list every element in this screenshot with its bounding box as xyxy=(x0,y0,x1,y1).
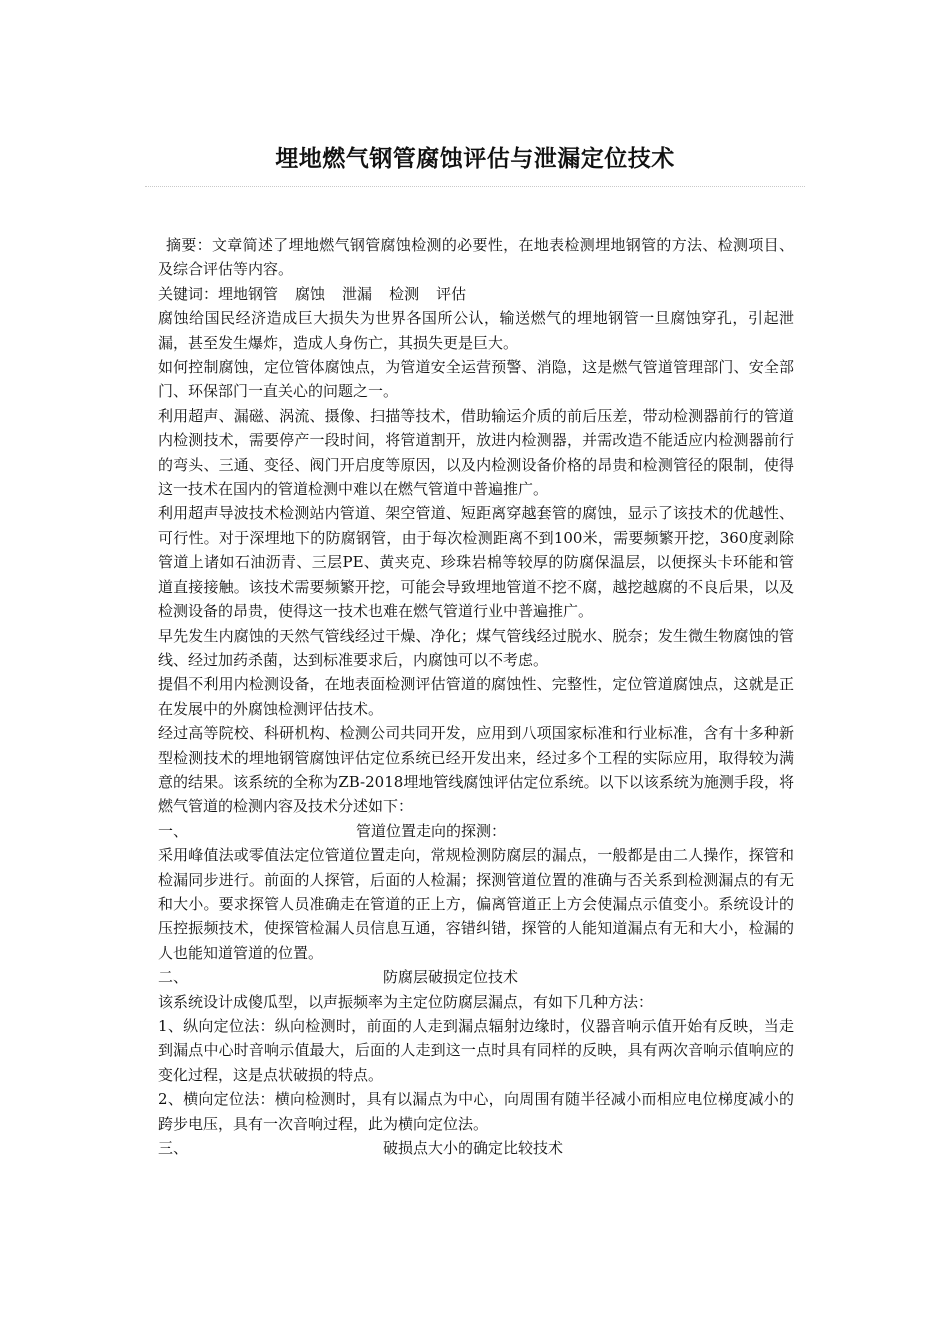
keyword-item: 评估 xyxy=(436,284,467,303)
section-number: 一、 xyxy=(158,821,189,840)
section-number: 三、 xyxy=(158,1139,189,1157)
section-heading-text: 管道位置走向的探测： xyxy=(356,821,507,840)
document-title: 埋地燃气钢管腐蚀评估与泄漏定位技术 xyxy=(275,145,675,172)
keyword-item: 泄漏 xyxy=(342,284,373,303)
document-body xyxy=(158,233,794,1160)
body-paragraph: 利用超声导波技术检测站内管道、架空管道、短距离穿越套管的腐蚀，显示了该技术的优越性、可行性。对于深埋地下的防腐钢管，由于每次检测距离不到100米，需要频繁开挖，360度剥除管道上诸如石油沥青、三层PE、黄夹克、珍珠岩棉等较厚的防腐保温层，以便探头卡环能和管道直接接触。该技术需要频繁开挖，可能会导致埋地管道不挖不腐，越挖越腐的不良后果，以及检测设备的昂贵，使得这一技术也难在燃气管道行业中普遍推广。 xyxy=(158,504,794,621)
section-heading-text: 防腐层破损定位技术 xyxy=(383,968,519,987)
section-heading-text: 破损点大小的确定比较技术 xyxy=(383,1139,564,1157)
abstract-paragraph: 摘要：文章简述了埋地燃气钢管腐蚀检测的必要性，在地表检测埋地钢管的方法、检测项目、及综合评估等内容。 xyxy=(158,236,794,279)
body-paragraph: 提倡不利用内检测设备，在地表面检测评估管道的腐蚀性、完整性，定位管道腐蚀点，这就是正在发展中的外腐蚀检测评估技术。 xyxy=(158,675,794,718)
body-paragraph: 2、横向定位法：横向检测时，具有以漏点为中心，向周围有随半径减小而相应电位梯度减小的跨步电压，具有一次音响过程，此为横向定位法。 xyxy=(158,1090,794,1133)
body-paragraph: 采用峰值法或零值法定位管道位置走向，常规检测防腐层的漏点，一般都是由二人操作，探管和检漏同步进行。前面的人探管，后面的人检漏；探测管道位置的准确与否关系到检测漏点的有无和大小。要求探管人员准确走在管道的正上方，偏离管道正上方会使漏点示值变小。系统设计的压控振频技术，使探管检漏人员信息互通，容错纠错，探管的人能知道漏点有无和大小，检漏的人也能知道管道的位置。 xyxy=(158,846,794,962)
keywords-label: 关键词： xyxy=(158,284,219,303)
keyword-item: 检测 xyxy=(389,284,420,303)
body-paragraph: 如何控制腐蚀，定位管体腐蚀点，为管道安全运营预警、消隐，这是燃气管道管理部门、安全部门、环保部门一直关心的问题之一。 xyxy=(158,358,794,401)
body-paragraph: 经过高等院校、科研机构、检测公司共同开发，应用到八项国家标准和行业标准，含有十多种新型检测技术的埋地钢管腐蚀评估定位系统已经开发出来，经过多个工程的实际应用，取得较为满意的结果。该系统的全称为ZB-2018埋地管线腐蚀评估定位系统。以下以该系统为施测手段，将燃气管道的检测内容及技术分述如下： xyxy=(158,724,794,816)
body-paragraph: 该系统设计成傻瓜型，以声振频率为主定位防腐层漏点，有如下几种方法： xyxy=(158,992,654,1011)
body-paragraph: 利用超声、漏磁、涡流、摄像、扫描等技术，借助输运介质的前后压差，带动检测器前行的管道内检测技术，需要停产一段时间，将管道割开，放进内检测器，并需改造不能适应内检测器前行的弯头、三通、变径、阀门开启度等原因，以及内检测设备价格的昂贵和检测管径的限制，使得这一技术在国内的管道检测中难以在燃气管道中普遍推广。 xyxy=(158,406,794,499)
keyword-item: 埋地钢管 xyxy=(218,284,279,303)
section-heading xyxy=(158,965,794,989)
body-paragraph: 1、纵向定位法：纵向检测时，前面的人走到漏点辐射边缘时，仪器音响示值开始有反映，当走到漏点中心时音响示值最大，后面的人走到这一点时具有同样的反映，具有两次音响示值响应的变化过程，这是点状破损的特点。 xyxy=(158,1016,794,1084)
section-heading xyxy=(158,819,794,843)
keywords-line xyxy=(158,282,794,306)
section-heading xyxy=(158,1136,794,1160)
body-paragraph: 腐蚀给国民经济造成巨大损失为世界各国所公认，输送燃气的埋地钢管一旦腐蚀穿孔，引起泄漏，甚至发生爆炸，造成人身伤亡，其损失更是巨大。 xyxy=(158,309,794,352)
keyword-item: 腐蚀 xyxy=(295,284,326,303)
section-number: 二、 xyxy=(158,968,189,987)
title-divider xyxy=(145,186,805,187)
body-paragraph: 早先发生内腐蚀的天然气管线经过干燥、净化；煤气管线经过脱水、脱奈；发生微生物腐蚀的管线、经过加药杀菌，达到标准要求后，内腐蚀可以不考虑。 xyxy=(158,626,794,669)
